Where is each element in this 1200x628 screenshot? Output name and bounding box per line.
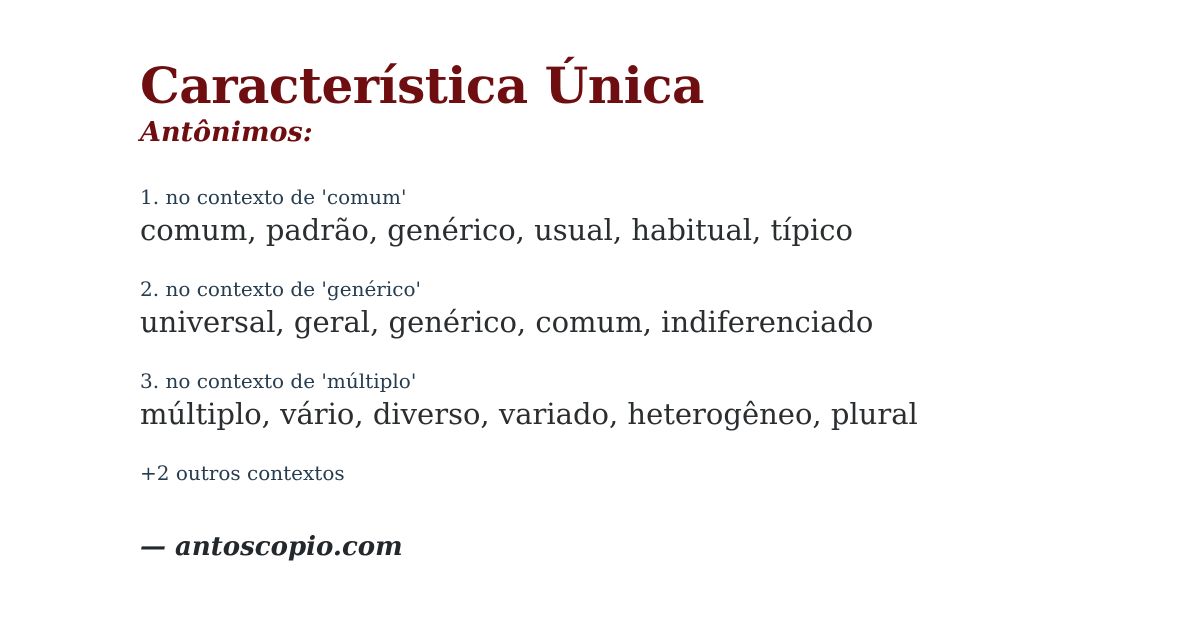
page-title: Característica Única (140, 56, 704, 115)
antonym-list-2: universal, geral, genérico, comum, indiferenciado (140, 304, 874, 339)
context-block-1 (140, 186, 1140, 248)
antonym-list-3: múltiplo, vário, diverso, variado, heterogêneo, plural (140, 396, 918, 431)
context-label-2: 2. no contexto de 'genérico' (140, 276, 421, 301)
antonyms-section-heading: Antônimos: (140, 117, 313, 148)
context-block-3 (140, 370, 1140, 432)
context-block-2 (140, 278, 1140, 340)
more-contexts-note: +2 outros contextos (140, 461, 345, 486)
context-label-1: 1. no contexto de 'comum' (140, 185, 407, 210)
context-label-3: 3. no contexto de 'múltiplo' (140, 368, 417, 393)
source-attribution: — antoscopio.com (140, 532, 403, 563)
card-content (140, 58, 1140, 564)
antonym-list-1: comum, padrão, genérico, usual, habitual, típico (140, 213, 853, 248)
